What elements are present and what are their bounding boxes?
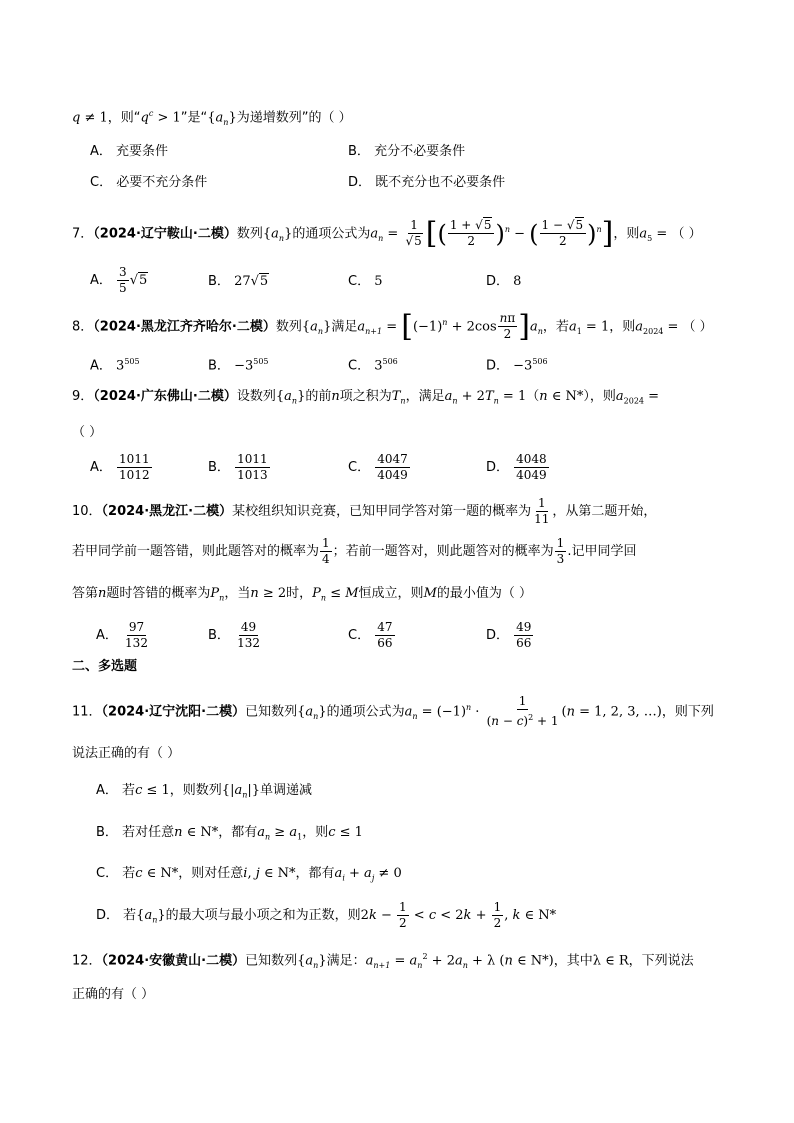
q8-option-b[interactable]: B． $-3^{505}$	[208, 357, 269, 374]
q9-option-c[interactable]: C． $\frac{4047}{4049}$	[348, 452, 408, 482]
q8-option-a[interactable]: A． $3^{505}$	[90, 357, 140, 374]
q10-stem-line3: 答第n题时答错的概率为$P_n$，当n ≥ 2时，$P_n \le M$恒成立，则M的最小值为（ ）	[72, 586, 533, 603]
q11-stem-line1: 11．（2024·辽宁沈阳·二模）已知数列$\{a_n\}$的通项公式为$a_n = (-1)^n$ · $\frac{1}{(n - c)^2 + 1}$ (n = 1, 2, 3, …)，则下列	[72, 694, 714, 729]
q6-option-c[interactable]: C． 必要不充分条件	[90, 175, 208, 190]
q9-stem: 9．（2024·广东佛山·二模）设数列$\{a_n\}$的前n项之积为$T_n$，满足$a_n + 2T_n = 1(n$ ∈ N*），则$a_{2024}$ =	[72, 389, 660, 406]
q9-option-d[interactable]: D． $\frac{4048}{4049}$	[486, 452, 547, 482]
q6-option-a[interactable]: A． 充要条件	[90, 144, 169, 159]
q8-option-d[interactable]: D． $-3^{506}$	[486, 357, 548, 374]
q9-option-a[interactable]: A． $\frac{1011}{1012}$	[90, 452, 150, 482]
q11-option-a[interactable]: A． 若c ≤ 1，则数列$\{|a_n|\}$单调递减	[96, 783, 313, 800]
q11-option-b[interactable]: B． 若对任意n ∈ N*，都有$a_n \ge a_1$，则c ≤ 1	[96, 825, 363, 842]
q7-option-a[interactable]: A． $\frac{3}{5}$ √5	[90, 265, 148, 295]
q6-option-b[interactable]: B． 充分不必要条件	[348, 144, 466, 159]
q10-stem-line2: 若甲同学前一题答错，则此题答对的概率为 $\frac{1}{4}$ ；若前一题答对，则此题答对的概率为 $\frac{1}{3}$ .记甲同学回	[72, 536, 637, 566]
q8-option-c[interactable]: C． $3^{506}$	[348, 357, 398, 374]
q10-option-b[interactable]: B． $\frac{49}{132}$	[208, 620, 260, 650]
q11-option-c[interactable]: C． 若c ∈ N*，则对任意i, j ∈ N*，都有$a_i + a_j \ne 0$	[96, 866, 402, 883]
q6-option-d[interactable]: D． 既不充分也不必要条件	[348, 175, 506, 190]
q12-stem-line2: 正确的有（ ）	[72, 987, 155, 1002]
q9-stem-line2: （ ）	[72, 425, 103, 440]
q7-option-d[interactable]: D． 8	[486, 274, 522, 289]
q7-option-b[interactable]: B． 27√5	[208, 274, 269, 289]
q12-stem-line1: 12．（2024·安徽黄山·二模）已知数列$\{a_n\}$满足：$a_{n+1} = a_n^2 + 2a_n + \lambda$ (n ∈ N*)，其中λ ∈ R，下列说法	[72, 952, 694, 970]
q11-option-d[interactable]: D． 若$\{a_n\}$的最大项与最小项之和为正数，则2k − $\frac{1}{2}$ < c < 2k + $\frac{1}{2}$ , k ∈ N*	[96, 900, 557, 930]
section-heading: 二、多选题	[72, 659, 138, 674]
q10-stem-line1: 10．（2024·黑龙江·二模）某校组织知识竞赛，已知甲同学答对第一题的概率为 $\frac{1}{11}$ ，从第二题开始，	[72, 496, 657, 526]
q7-stem: 7．（2024·辽宁鞍山·二模）数列$\{a_n\}$的通项公式为$a_n$ = $\frac{1}{√5}$ [( $\frac{1 + √5}{2}$ )$^n$ − ( $\frac{1 - √5}{2}$ )$^n$]，则$a_5$ = （ ）	[72, 215, 702, 251]
q11-stem-line2: 说法正确的有（ ）	[72, 746, 181, 761]
q7-option-c[interactable]: C． 5	[348, 274, 383, 289]
q6-stem: q ≠ 1，则“$q^c > 1$”是“$\{a_n\}$为递增数列”的（ ）	[72, 109, 352, 127]
q8-stem: 8．（2024·黑龙江齐齐哈尔·二模）数列$\{a_n\}$满足$a_{n+1} = [(-1)^n + 2\cos$ $\frac{n\pi}{2}$ ]$a_n$，若$a_1 = 1$，则$a_{2024}$ = （ ）	[72, 308, 713, 344]
q10-option-c[interactable]: C． $\frac{47}{66}$	[348, 620, 393, 650]
q10-option-d[interactable]: D． $\frac{49}{66}$	[486, 620, 532, 650]
q10-option-a[interactable]: A． $\frac{97}{132}$	[96, 620, 148, 650]
q9-option-b[interactable]: B． $\frac{1011}{1013}$	[208, 452, 268, 482]
